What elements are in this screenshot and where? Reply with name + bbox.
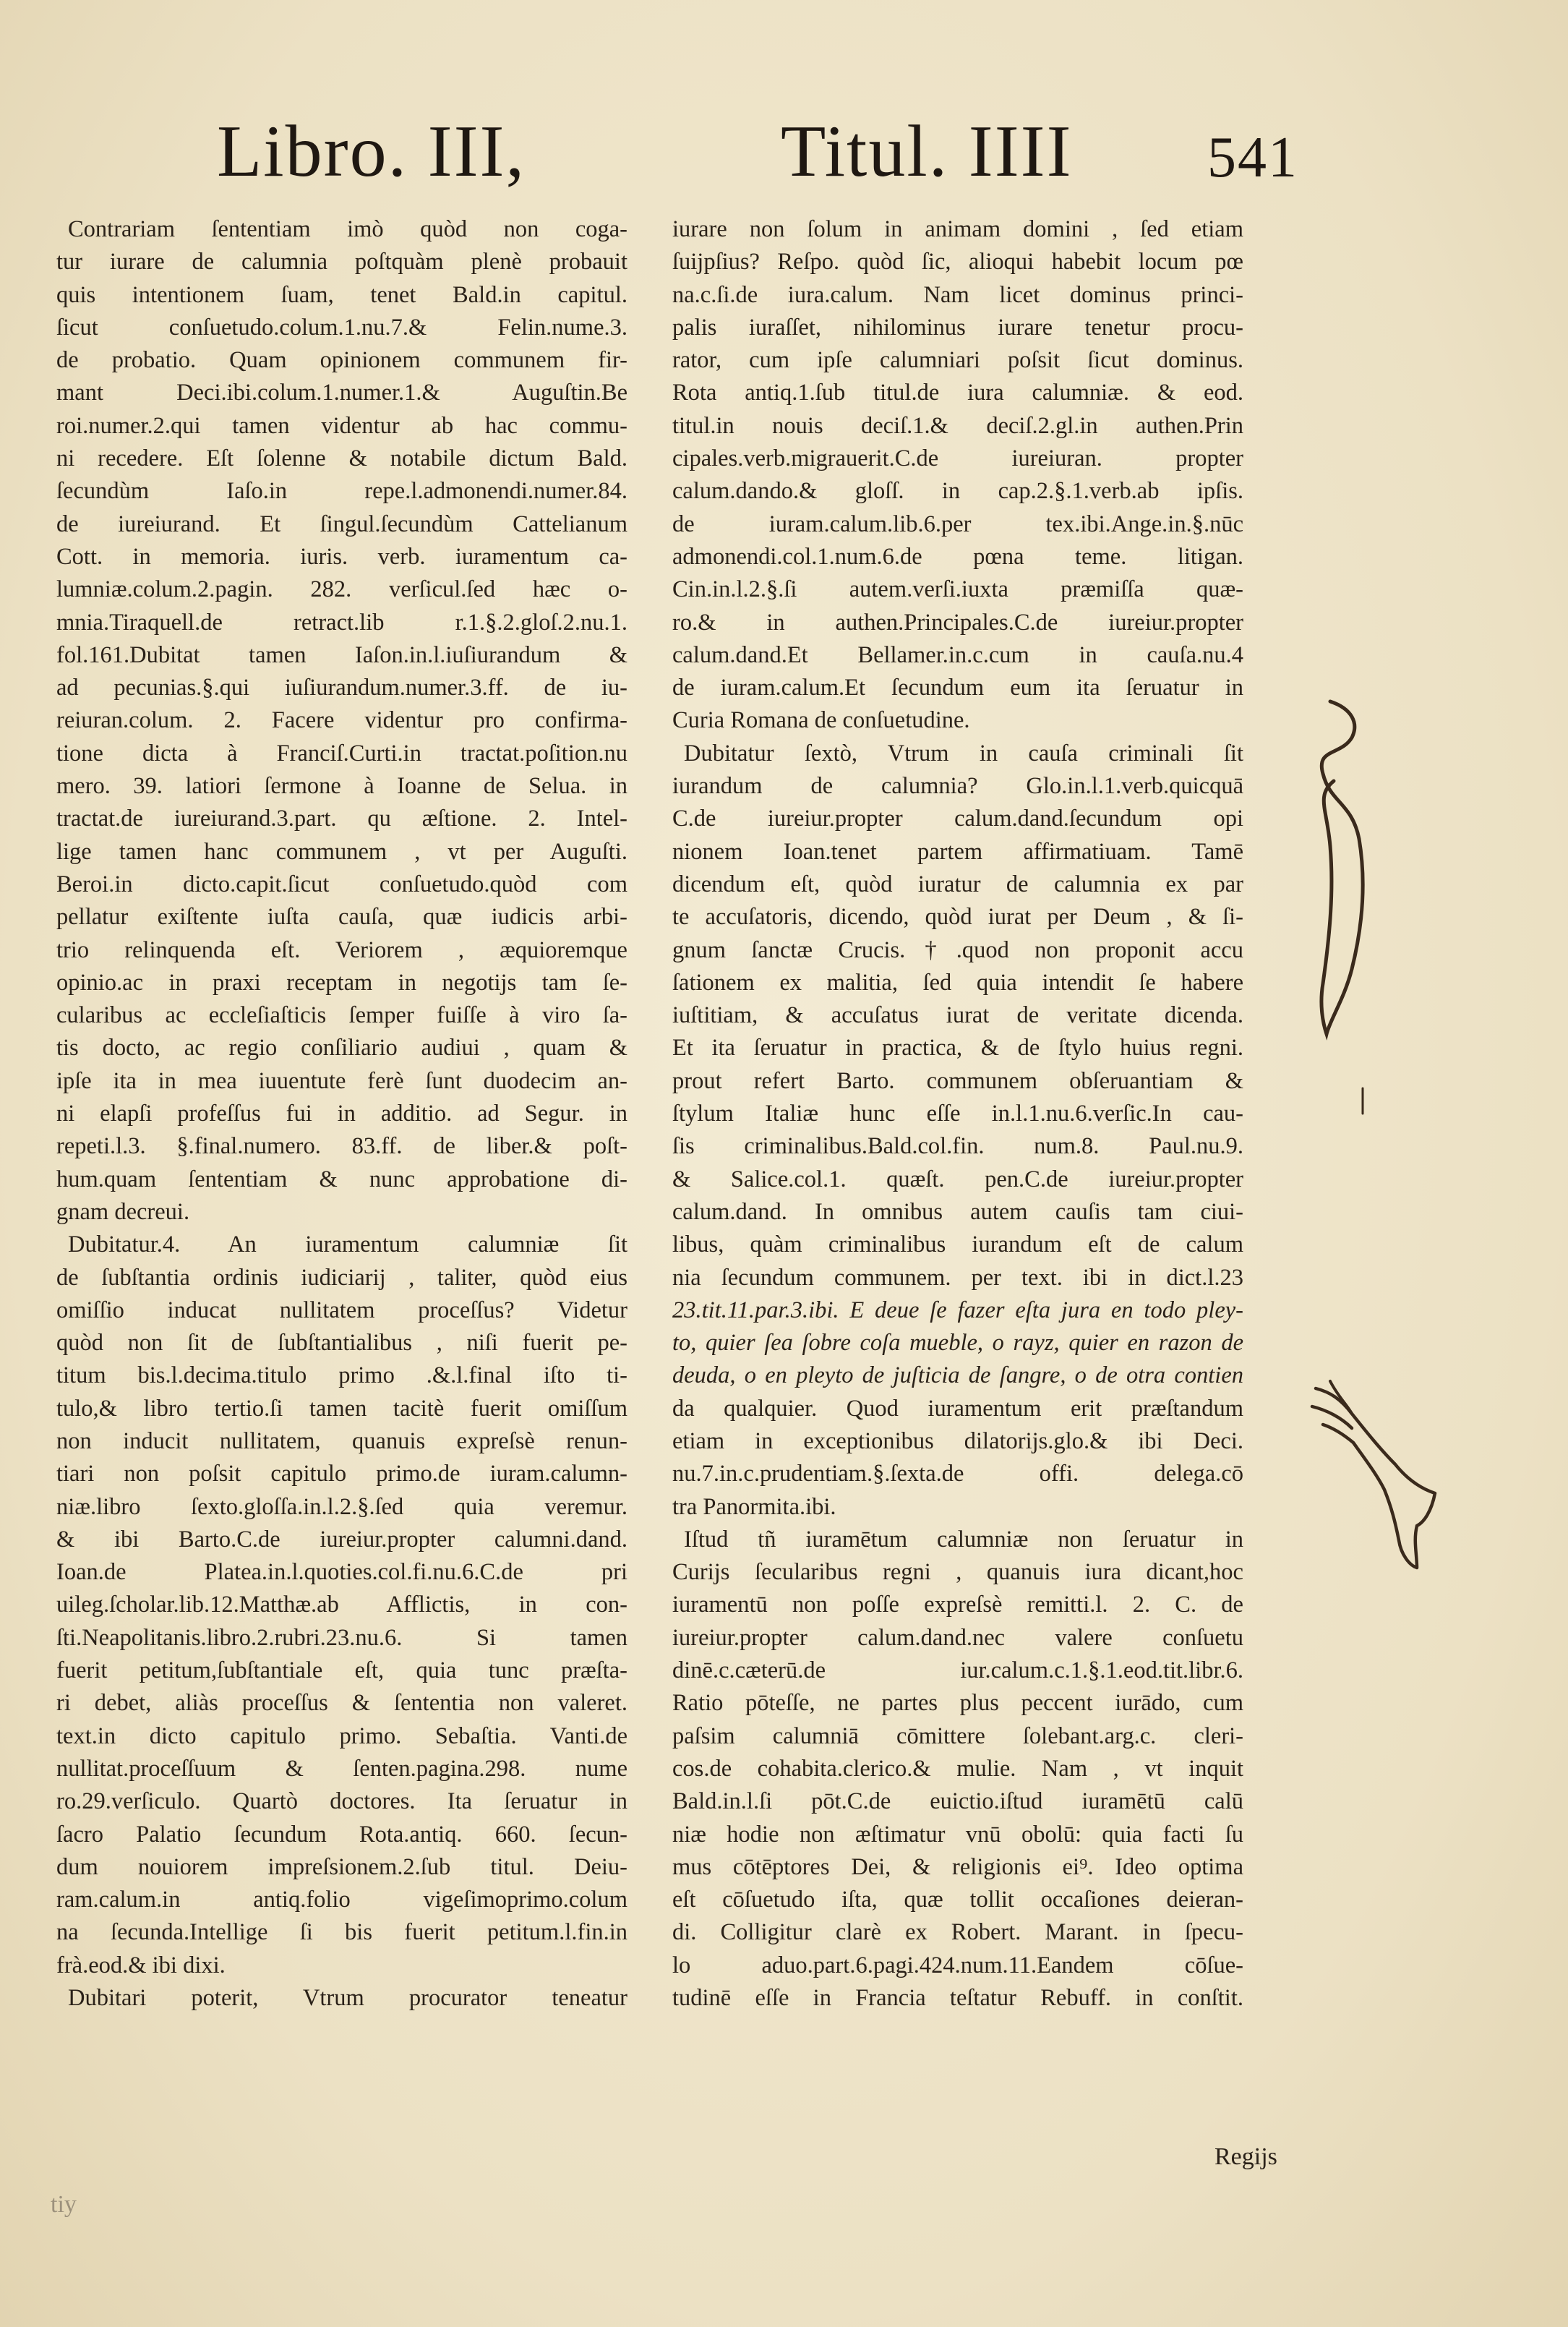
text-line: di. Colligitur clarè ex Robert. Marant. in ſpecu-: [672, 1919, 1243, 1946]
text-line: nu.7.in.c.prudentiam.§.ſexta.de offi. delega.cō: [672, 1461, 1243, 1487]
marginal-tick-icon: [1352, 1085, 1374, 1121]
text-line: iurandum de calumnia? Glo.in.l.1.verb.quicquā: [672, 773, 1243, 800]
text-line: mant Deci.ibi.colum.1.numer.1.& Auguſtin.Be: [56, 380, 627, 406]
text-line: palis iuraſſet, nihilominus iurare tenetur procu-: [672, 314, 1243, 341]
text-line: ſacro Palatio ſecundum Rota.antiq. 660. ſecun-: [56, 1821, 627, 1848]
text-line: dum nouiorem impreſsionem.2.ſub titul. Deiu-: [56, 1853, 627, 1880]
text-line: mnia.Tiraquell.de retract.lib r.1.§.2.gloſ.2.nu.1.: [56, 609, 627, 636]
text-line: de probatio. Quam opinionem communem fir-: [56, 347, 627, 374]
text-line: ri debet, aliàs proceſſus & ſententia non valeret.: [56, 1690, 627, 1717]
text-line: tudinē eſſe in Francia teſtatur Rebuff. in conſtit.: [672, 1985, 1243, 2012]
text-line: ſationem ex malitia, ſed quia intendit ſe habere: [672, 969, 1243, 996]
text-line: na ſecunda.Intellige ſi bis fuerit petitum.l.fin.in: [56, 1919, 627, 1946]
text-line: cularibus ac eccleſiaſticis ſemper fuiſſe à viro ſa-: [56, 1002, 627, 1029]
folio-number: 541: [1207, 126, 1298, 189]
marginal-bracket-icon: [1301, 694, 1388, 1056]
text-line: Dubitari poterit, Vtrum procurator teneatur: [68, 1985, 627, 2012]
text-line: da qualquier. Quod iuramentum erit præſtandum: [672, 1395, 1243, 1422]
text-line: iuſtitiam, & accuſatus iurat de veritate dicenda.: [672, 1002, 1243, 1029]
text-line: gnum ſanctæ Crucis.†.quod non proponit accu: [672, 936, 1243, 963]
text-line: uileg.ſcholar.lib.12.Matthæ.ab Afflictis, in con-: [56, 1592, 627, 1618]
text-line: lo aduo.part.6.pagi.424.num.11.Eandem cōſue-: [672, 1952, 1243, 1978]
text-line: ſuijpſius? Reſpo. quòd ſic, alioqui habebit locum pœ: [672, 249, 1243, 276]
text-line: prout refert Barto. communem obſeruantiam &: [672, 1067, 1243, 1094]
text-line: ni recedere. Eſt ſolenne & notabile dictum Bald.: [56, 445, 627, 472]
text-line: dinē.c.cæterū.de iur.calum.c.1.§.1.eod.tit.libr.6.: [672, 1657, 1243, 1684]
text-line: ſti.Neapolitanis.libro.2.rubri.23.nu.6. Si tamen: [56, 1624, 627, 1651]
text-line: trio relinquenda eſt. Veriorem , æquioremque: [56, 936, 627, 963]
text-line: Curia Romana de conſuetudine.: [672, 707, 970, 734]
text-line: tiari non poſsit capitulo primo.de iuram.calumn-: [56, 1461, 627, 1487]
text-line: C.de iureiur.propter calum.dand.ſecundum opi: [672, 806, 1243, 832]
text-line: fol.161.Dubitat tamen Iaſon.in.l.iuſiurandum &: [56, 641, 627, 668]
text-line: paſsim calumniā cōmittere ſolebant.arg.c. cleri-: [672, 1722, 1243, 1749]
text-line: Dubitatur.4. An iuramentum calumniæ ſit: [68, 1231, 627, 1258]
text-line: iuramentū non poſſe expreſsè remitti.l. 2. C. de: [672, 1592, 1243, 1618]
text-line: Ratio pōteſſe, ne partes plus peccent iurādo, cum: [672, 1690, 1243, 1717]
text-line: Contrariam ſententiam imò quòd non coga-: [68, 216, 627, 242]
manicule-icon: [1308, 1374, 1446, 1576]
text-line: tulo,& libro tertio.ſi tamen tacitè fuerit omiſſum: [56, 1395, 627, 1422]
text-line: tione dicta à Franciſ.Curti.in tractat.poſition.nu: [56, 740, 627, 767]
text-line: pellatur exiſtente iuſta cauſa, quæ iudicis arbi-: [56, 904, 627, 931]
text-line: Beroi.in dicto.capit.ſicut conſuetudo.quòd com: [56, 871, 627, 897]
text-line: ſecundùm Iaſo.in repe.l.admonendi.numer.84.: [56, 478, 627, 505]
right-text-column: [672, 213, 1243, 2015]
text-line: titul.in nouis deciſ.1.& deciſ.2.gl.in authen.Prin: [672, 412, 1243, 439]
text-line: mus cōtēptores Dei, & religionis ei⁹. Ideo optima: [672, 1853, 1243, 1880]
text-line: calum.dand.Et Bellamer.in.c.cum in cauſa.nu.4: [672, 641, 1243, 668]
text-line: de iuram.calum.Et ſecundum eum ita ſeruatur in: [672, 675, 1243, 701]
text-line: Bald.in.l.ſi pōt.C.de euictio.iſtud iuramētū calū: [672, 1788, 1243, 1815]
text-line: mero. 39. latiori ſermone à Ioanne de Selua. in: [56, 773, 627, 800]
text-line: quòd non ſit de ſubſtantialibus , niſi fuerit pe-: [56, 1330, 627, 1357]
text-line: dicendum eſt, quòd iuratur de calumnia ex par: [672, 871, 1243, 897]
text-line: cos.de cohabita.clerico.& mulie. Nam , vt inquit: [672, 1755, 1243, 1782]
text-line: ni elapſi profeſſus fui in additio. ad Segur. in: [56, 1101, 627, 1127]
text-line: ad pecunias.§.qui iuſiurandum.numer.3.ff. de iu-: [56, 675, 627, 701]
text-line: opinio.ac in praxi receptam in negotijs tam ſe-: [56, 969, 627, 996]
text-line: gnam decreui.: [56, 1198, 190, 1225]
text-line: reiuran.colum. 2. Facere videntur pro confirma-: [56, 707, 627, 734]
text-line: ſicut conſuetudo.colum.1.nu.7.& Felin.nume.3.: [56, 314, 627, 341]
text-line: text.in dicto capitulo primo. Sebaſtia. Vanti.de: [56, 1722, 627, 1749]
text-line: de iuram.calum.lib.6.per tex.ibi.Ange.in.§.nūc: [672, 511, 1243, 537]
text-line: frà.eod.& ibi dixi.: [56, 1952, 226, 1978]
text-line: niæ.libro ſexto.gloſſa.in.l.2.§.ſed quia veremur.: [56, 1493, 627, 1520]
text-line: ipſe ita in mea iuuentute ferè ſunt duodecim an-: [56, 1067, 627, 1094]
text-line: calum.dando.& gloſſ. in cap.2.§.1.verb.ab ipſis.: [672, 478, 1243, 505]
text-line: te accuſatoris, dicendo, quòd iurat per Deum , & ſi-: [672, 904, 1243, 931]
text-line: na.c.ſi.de iura.calum. Nam licet dominus princi-: [672, 281, 1243, 308]
text-line: quis intentionem ſuam, tenet Bald.in capitul.: [56, 281, 627, 308]
running-head: [0, 108, 1568, 202]
text-line: tra Panormita.ibi.: [672, 1493, 836, 1520]
text-line: omiſſio inducat nullitatem proceſſus? Videtur: [56, 1297, 627, 1323]
text-line: de iureiurand. Et ſingul.ſecundùm Cattelianum: [56, 511, 627, 537]
text-line: tis docto, ac regio conſiliario audiui , quam &: [56, 1035, 627, 1062]
text-line: ſis criminalibus.Bald.col.fin. num.8. Paul.nu.9.: [672, 1133, 1243, 1160]
text-line: repeti.l.3. §.final.numero. 83.ff. de liber.& poſt-: [56, 1133, 627, 1160]
text-line: fuerit petitum,ſubſtantiale eſt, quia tunc præſta-: [56, 1657, 627, 1684]
running-head-title: Titul. IIII: [781, 111, 1073, 192]
text-line: hum.quam ſententiam & nunc approbatione di-: [56, 1166, 627, 1192]
text-line: eſt cōſuetudo iſta, quæ tollit occaſiones deieran-: [672, 1887, 1243, 1913]
text-line: Iſtud tñ iuramētum calumniæ non ſeruatur in: [684, 1526, 1243, 1553]
text-line: iureiur.propter calum.dand.nec valere conſuetu: [672, 1624, 1243, 1651]
text-line: ſtylum Italiæ hunc eſſe in.l.1.nu.6.verſic.In cau-: [672, 1101, 1243, 1127]
text-line: calum.dand. In omnibus autem cauſis tam ciui-: [672, 1198, 1243, 1225]
text-line: Dubitatur ſextò, Vtrum in cauſa criminali ſit: [684, 740, 1243, 767]
text-line: lige tamen hanc communem , vt per Auguſti.: [56, 838, 627, 865]
text-line: lumniæ.colum.2.pagin. 282. verſicul.ſed hæc o-: [56, 576, 627, 603]
text-line: Rota antiq.1.ſub titul.de iura calumniæ. & eod.: [672, 380, 1243, 406]
text-line: nionem Ioan.tenet partem affirmatiuam. Tamē: [672, 838, 1243, 865]
text-line: Cin.in.l.2.§.ſi autem.verſi.iuxta præmiſſa quæ-: [672, 576, 1243, 603]
signature-mark: tiy: [51, 2191, 77, 2218]
text-line: non inducit nullitatem, quanuis expreſsè renun-: [56, 1427, 627, 1454]
left-text-column: [56, 213, 627, 2015]
text-line: de ſubſtantia ordinis iudiciarij , taliter, quòd eius: [56, 1264, 627, 1291]
text-line: tur iurare de calumnia poſtquàm plenè probauit: [56, 249, 627, 276]
text-line: & Salice.col.1. quæſt. pen.C.de iureiur.propter: [672, 1166, 1243, 1192]
text-line: ram.calum.in antiq.folio vigeſimoprimo.colum: [56, 1887, 627, 1913]
text-line: ro.& in authen.Principales.C.de iureiur.propter: [672, 609, 1243, 636]
text-line: nullitat.proceſſuum & ſenten.pagina.298. nume: [56, 1755, 627, 1782]
text-line: iurare non ſolum in animam domini , ſed etiam: [672, 216, 1243, 242]
text-line: niæ hodie non æſtimatur vnū obolū: quia facti ſu: [672, 1821, 1243, 1848]
running-head-book: Libro. III,: [217, 111, 526, 192]
text-line: libus, quàm criminalibus iurandum eſt de calum: [672, 1231, 1243, 1258]
text-line: tractat.de iureiurand.3.part. qu æſtione. 2. Intel-: [56, 806, 627, 832]
text-line: cipales.verb.migrauerit.C.de iureiuran. propter: [672, 445, 1243, 472]
text-line: roi.numer.2.qui tamen videntur ab hac commu-: [56, 412, 627, 439]
text-line: Curijs ſecularibus regni , quanuis iura dicant,hoc: [672, 1559, 1243, 1586]
catchword: Regijs: [1214, 2143, 1277, 2170]
text-line: 23.tit.11.par.3.ibi. E deue ſe fazer eſta jura en todo pley-: [672, 1297, 1243, 1323]
text-line: nia ſecundum communem. per text. ibi in dict.l.23: [672, 1264, 1243, 1291]
text-line: admonendi.col.1.num.6.de pœna teme. litigan.: [672, 543, 1243, 570]
text-line: & ibi Barto.C.de iureiur.propter calumni.dand.: [56, 1526, 627, 1553]
text-line: titum bis.l.decima.titulo primo .&.l.final iſto ti-: [56, 1362, 627, 1389]
text-line: deuda, o en pleyto de juſticia de ſangre, o de otra contien: [672, 1362, 1243, 1389]
text-line: Et ita ſeruatur in practica, & de ſtylo huius regni.: [672, 1035, 1243, 1062]
text-line: Cott. in memoria. iuris. verb. iuramentum ca-: [56, 543, 627, 570]
text-line: Ioan.de Platea.in.l.quoties.col.fi.nu.6.C.de pri: [56, 1559, 627, 1586]
text-line: etiam in exceptionibus dilatorijs.glo.& ibi Deci.: [672, 1427, 1243, 1454]
text-line: to, quier ſea ſobre coſa mueble, o rayz, quier en razon de: [672, 1330, 1243, 1357]
text-line: ro.29.verſiculo. Quartò doctores. Ita ſeruatur in: [56, 1788, 627, 1815]
text-line: rator, cum ipſe calumniari poſsit ſicut dominus.: [672, 347, 1243, 374]
